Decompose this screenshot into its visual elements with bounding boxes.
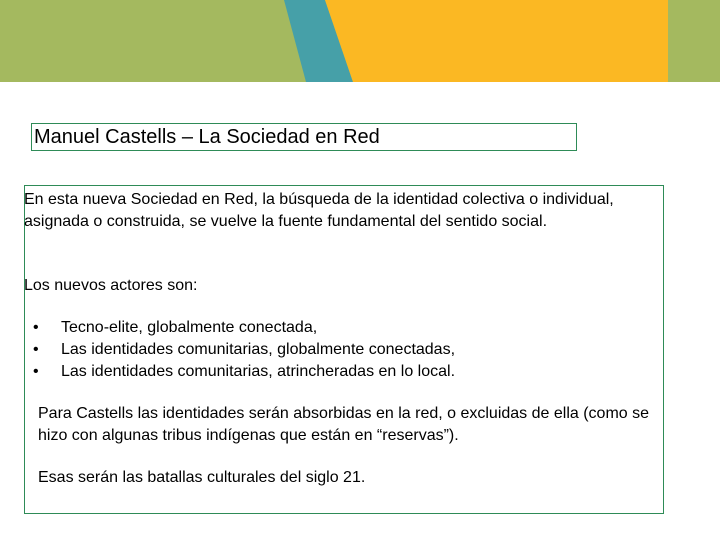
list-item [33,317,455,339]
list-item-text: Las identidades comunitarias, globalmente conectadas, [61,341,456,358]
title-box [31,123,577,151]
banner-green-right [668,0,720,82]
list-item-text: Tecno-elite, globalmente conectada, [61,319,318,336]
paragraph-identity: En esta nueva Sociedad en Red, la búsqueda de la identidad colectiva o individual, asignada o construida, se vuelve la fuente fundamental del sentido social. [24,191,614,230]
actors-list [33,317,455,383]
bullet-icon: • [33,363,39,380]
slide-title: Manuel Castells – La Sociedad en Red [34,126,380,148]
list-item [33,361,455,383]
paragraph-castells-identities: Para Castells las identidades serán absorbidas en la red, o excluidas de ella (como se hizo con algunas tribus indígenas que están en “reservas”). [38,405,650,444]
list-item-text: Las identidades comunitarias, atrincheradas en lo local. [61,363,456,380]
paragraph-actors-intro: Los nuevos actores son: [24,277,198,294]
bullet-icon: • [33,341,39,358]
banner-yellow-block [325,0,668,82]
bullet-icon: • [33,319,39,336]
paragraph-cultural-battles: Esas serán las batallas culturales del siglo 21. [38,469,366,486]
header-banner [0,0,720,82]
list-item [33,339,455,361]
content-box [24,185,664,514]
